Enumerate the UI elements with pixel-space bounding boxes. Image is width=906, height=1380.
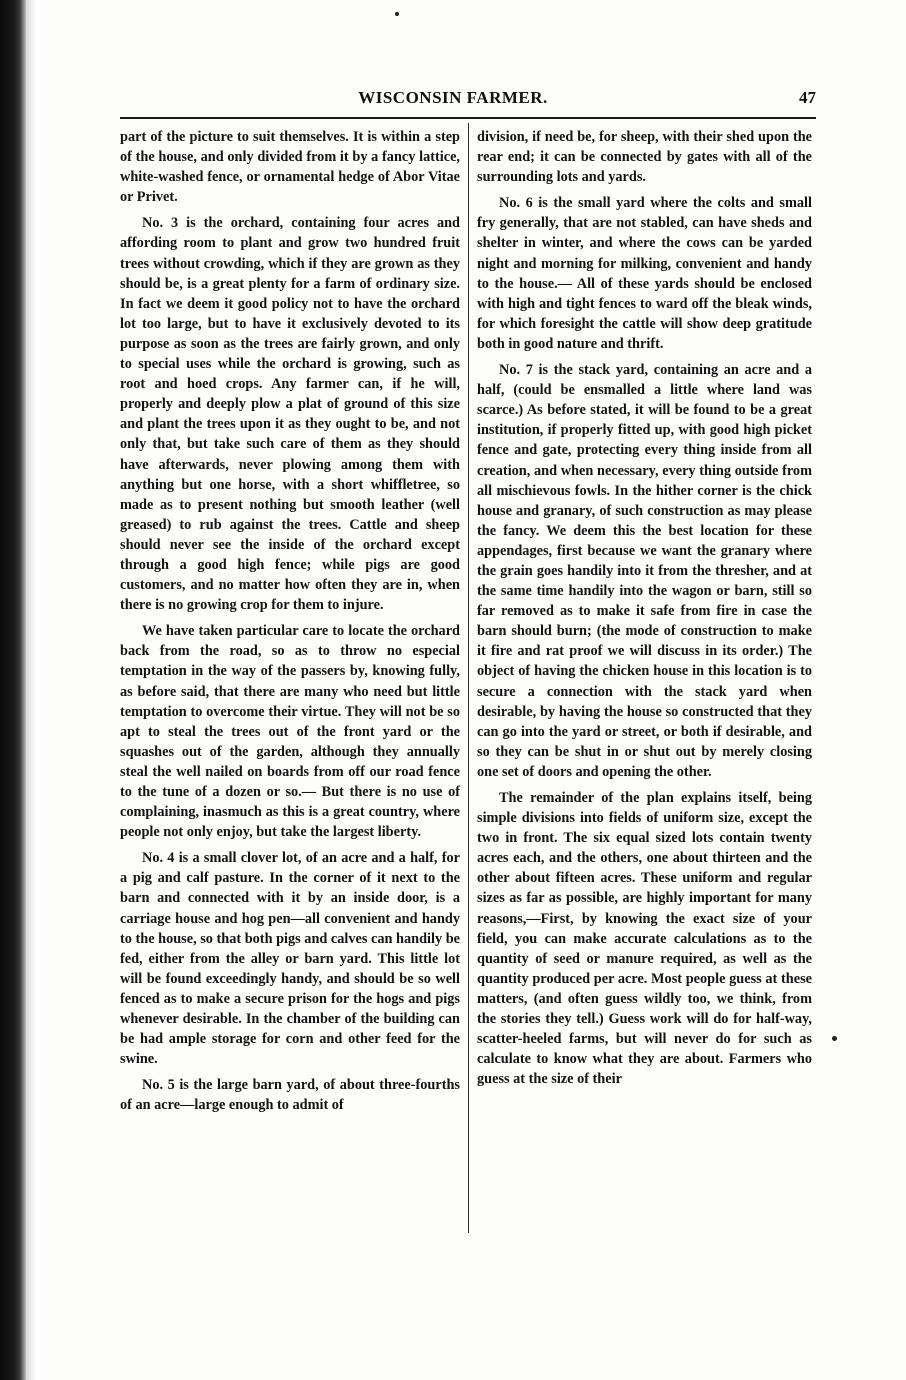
column-divider (468, 123, 469, 1233)
left-paragraph-3: We have taken particular care to locate the orchard back from the road, so as to throw no especial temptation in the way of the passers by, knowing fully, as before said, that there are many who need but little temptation to overcome their virtue. They will not be so apt to steal the trees out of the front yard or the squashes out of the garden, although they annually steal the well nailed on boards from off our road fence to the tune of a dozen or so.— But there is no use of complaining, inasmuch as this is a great country, where people not only enjoy, but take the largest liberty. (120, 623, 460, 841)
book-binding (0, 0, 26, 1380)
left-paragraph-1: part of the picture to suit themselves. It is within a step of the house, and only divided from it by a fancy lattice, white-washed fence, or ornamental hedge of Abor Vitae or Privet. (120, 129, 460, 206)
header-rule (120, 117, 816, 119)
binding-shadow (26, 0, 36, 1380)
right-paragraph-2: No. 6 is the small yard where the colts and small fry generally, that are not stabled, can have sheds and shelter in winter, and where the cows can be yarded night and morning for milking, convenient and handy to the house.— All of these yards should be enclosed with high and tight fences to ward off the bleak winds, for which foresight the cattle will show deep gratitude both in good nature and thrift. (477, 195, 812, 352)
right-paragraph-4: The remainder of the plan explains itself, being simple divisions into fields of uniform size, except the two in front. The six equal sized lots contain twenty acres each, and the others, one about thirteen and the other about fifteen acres. These uniform and regular sizes as far as possible, are highly important for many reasons,—First, by knowing the exact size of your field, you can make accurate calculations as to the quantity of seed or manure required, as well as the quantity produced per acre. Most people guess at these matters, (and often guess wildly too, we think, from the stories they tell.) Guess work will do for half-way, scatter-heeled farms, but will never do for such as calculate to know what they are about. Farmers who guess at the size of their (477, 790, 812, 1088)
left-column (120, 127, 460, 1232)
right-paragraph-3: No. 7 is the stack yard, containing an acre and a half, (could be ensmalled a little where land was scarce.) As before stated, it will be found to be a great institution, if properly fitted up, with good high picket fence and gate, protecting every thing inside from all creation, and when necessary, every thing outside from all mischievous fowls. In the hither corner is the chick house and granary, of such construction as may please the fancy. We deem this the best location for these appendages, first because we want the granary where the grain goes handily into it from the thresher, and at the same time handily into the wagon or barn, still so far removed as to make it safe from fire in case the barn should burn; (the mode of construction to make it fire and rat proof we will discuss in its order.) The object of having the chicken house in this location is to secure a connection with the stack yard when desirable, by having the house so constructed that they can go into the yard or street, or both if desirable, and so they can be shut in or shut out by merely closing one set of doors and opening the other. (477, 362, 812, 780)
left-paragraph-2: No. 3 is the orchard, containing four acres and affording room to plant and grow two hundred fruit trees without crowding, which if they are grown as they should be, is a great plenty for a farm of ordinary size. In fact we deem it good policy not to have the orchard lot too large, but to have it exclusively devoted to its purpose as soon as the trees are fairly grown, and only to special uses while the orchard is growing, such as root and hoed crops. Any farmer can, if he will, properly and deeply plow a plat of ground of this size and plant the trees upon it as they ought to be, and not only that, but take such care of them as they should have afterwards, never plowing among them with anything but one horse, with a short whiffletree, so made as to present nothing but smooth leather (well greased) to rub against the trees. Cattle and sheep should never see the inside of the orchard except through a good high fence; while pigs are good customers, and no matter how often they are in, when there is no growing crop for them to injure. (120, 215, 460, 614)
scan-speck (395, 12, 399, 16)
right-paragraph-1: division, if need be, for sheep, with their shed upon the rear end; it can be connected by gates with all of the surrounding lots and yards. (477, 129, 812, 186)
right-column (477, 127, 812, 1232)
left-paragraph-5: No. 5 is the large barn yard, of about three-fourths of an acre—large enough to admit of (120, 1077, 460, 1114)
page-number: 47 (799, 88, 816, 107)
journal-title: WISCONSIN FARMER. (358, 88, 548, 107)
left-paragraph-4: No. 4 is a small clover lot, of an acre and a half, for a pig and calf pasture. In the corner of it next to the barn and connected with it by an inside door, is a carriage house and hog pen—all convenient and handy to the house, so that both pigs and calves can handily be fed, either from the alley or barn yard. This little lot will be found exceedingly handy, and should be so well fenced as to make a secure prison for the hogs and pigs whenever desirable. In the chamber of the building can be had ample storage for corn and other feed for the swine. (120, 850, 460, 1068)
scan-speck (832, 1036, 837, 1041)
running-header (90, 88, 816, 116)
